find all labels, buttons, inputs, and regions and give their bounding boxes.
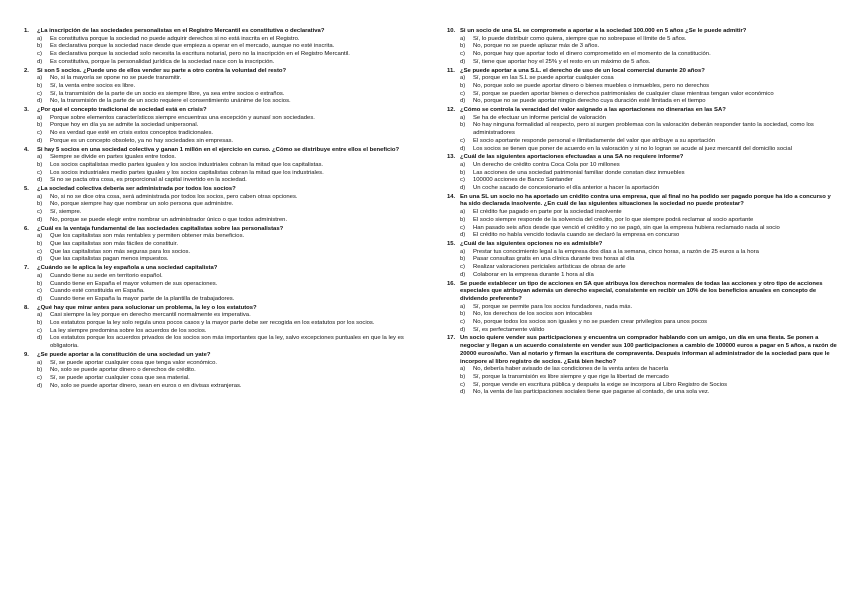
question-line xyxy=(24,186,416,194)
answer-letter: b) xyxy=(37,161,43,168)
answer-letter: d) xyxy=(37,256,43,263)
answer-option xyxy=(24,375,416,383)
answer-option xyxy=(24,115,416,123)
answer-option xyxy=(24,154,416,162)
question-block xyxy=(24,186,416,225)
answer-option xyxy=(447,389,839,397)
answer-option xyxy=(447,51,839,59)
question-text: Si hay 5 socios en una sociedad colectiva y ganan 1 millón en el ejercicio en curso. ¿Cómo se distribuye entre ellos el beneficio? xyxy=(37,146,400,153)
answer-option xyxy=(24,170,416,178)
question-block xyxy=(447,335,839,397)
question-block xyxy=(24,226,416,265)
answer-option xyxy=(24,367,416,375)
answer-letter: b) xyxy=(460,216,466,223)
answer-letter: c) xyxy=(37,374,42,381)
question-line xyxy=(447,154,839,162)
answer-option xyxy=(447,249,839,257)
answer-option xyxy=(447,256,839,264)
question-block xyxy=(447,107,839,153)
answer-letter: d) xyxy=(460,271,466,278)
question-block xyxy=(24,68,416,107)
answer-option xyxy=(447,304,839,312)
answer-text: El crédito no había vencido todavía cuando se declaró la empresa en concurso xyxy=(473,232,680,239)
question-number: 13. xyxy=(447,154,456,161)
answer-text: No, porque solo se puede aportar dinero o bienes muebles o inmuebles, pero no derechos xyxy=(473,82,710,89)
answer-letter: b) xyxy=(460,82,466,89)
answer-option xyxy=(447,319,839,327)
answer-letter: c) xyxy=(37,51,42,58)
answer-text: No, porque se puede elegir entre nombrar un administrador único o que todos administren. xyxy=(50,216,288,223)
answer-text: Sí, porque en las S.L se puede aportar cualquier cosa xyxy=(473,75,614,82)
question-line xyxy=(447,28,839,36)
answer-letter: b) xyxy=(37,367,43,374)
answer-letter: c) xyxy=(37,288,42,295)
answer-option xyxy=(24,194,416,202)
answer-letter: b) xyxy=(37,320,43,327)
answer-letter: a) xyxy=(37,359,43,366)
question-block xyxy=(24,147,416,186)
answer-text: Un derecho de crédito contra Coca Cola por 10 millones xyxy=(473,161,620,168)
answer-text: Es declarativa porque la sociedad solo necesita la escritura notarial, pero no la inscripción en el Registro Mercantil. xyxy=(50,51,350,58)
answer-letter: c) xyxy=(460,90,465,97)
answer-text: Los socios se tienen que poner de acuerdo en la valoración y si no lo logran se acude al juez mercantil del domicilio social xyxy=(473,145,792,152)
question-text: ¿Se puede aportar a la constitución de una sociedad un yate? xyxy=(37,351,211,358)
question-text: ¿Cuál es la ventaja fundamental de las sociedades capitalistas sobre las personalistas? xyxy=(37,225,284,232)
answer-option xyxy=(447,225,839,233)
answer-text: Que las capitalistas son más fáciles de constituir. xyxy=(50,240,179,247)
answer-letter: d) xyxy=(37,98,43,105)
answer-option xyxy=(24,320,416,328)
left-column xyxy=(24,28,416,391)
answer-letter: c) xyxy=(37,248,42,255)
answer-text: No, solo se puede aportar dinero o derechos de crédito. xyxy=(50,367,196,374)
question-number: 14. xyxy=(447,193,456,200)
answer-option xyxy=(447,209,839,217)
answer-option xyxy=(447,59,839,67)
answer-text: Que las capitalistas pagan menos impuestos. xyxy=(50,256,169,263)
answer-option xyxy=(24,36,416,44)
answer-text: Es constitutiva, porque la personalidad jurídica de la sociedad nace con la inscripción. xyxy=(50,58,275,65)
answer-text: Cuando tiene en España la mayor parte de la plantilla de trabajadores. xyxy=(50,295,235,302)
question-block xyxy=(447,28,839,67)
answer-letter: d) xyxy=(37,295,43,302)
answer-option xyxy=(24,383,416,391)
answer-text: Sí, lo puede distribuir como quiera, siempre que no sobrepase el límite de 5 años. xyxy=(473,35,687,42)
answer-option xyxy=(447,83,839,91)
answer-option xyxy=(24,83,416,91)
question-text: ¿Cuándo se le aplica la ley española a una sociedad capitalista? xyxy=(37,265,218,272)
question-line xyxy=(447,281,839,304)
answer-text: Sí, porque se pueden aportar bienes o derechos patrimoniales de cualquier clase mientras tengan valor económico xyxy=(473,90,774,97)
answer-text: Pasar consultas gratis en una clínica durante tres horas al día xyxy=(473,256,635,263)
answer-text: Casi siempre la ley porque en derecho mercantil normalmente es imperativa. xyxy=(50,312,251,319)
answer-letter: a) xyxy=(37,154,43,161)
answer-letter: d) xyxy=(460,326,466,333)
question-number: 12. xyxy=(447,107,456,114)
answer-option xyxy=(24,296,416,304)
answer-letter: c) xyxy=(37,90,42,97)
question-block xyxy=(447,281,839,335)
answer-text: No, debería haber avisado de las condiciones de la venta antes de hacerla xyxy=(473,366,669,373)
answer-letter: a) xyxy=(460,161,466,168)
answer-letter: a) xyxy=(37,35,43,42)
answer-text: Sí, se puede aportar cualquier cosa que tenga valor económico. xyxy=(50,359,218,366)
answer-option xyxy=(447,185,839,193)
answer-option xyxy=(447,374,839,382)
answer-letter: d) xyxy=(37,216,43,223)
question-block xyxy=(447,154,839,193)
answer-text: Sí, es perfectamente válido xyxy=(473,326,545,333)
question-block xyxy=(24,28,416,67)
question-number: 1. xyxy=(24,28,29,34)
answer-option xyxy=(24,177,416,185)
answer-text: No, los derechos de los socios son intocables xyxy=(473,311,593,318)
answer-text: No hay ninguna formalidad al respecto, pero si surgen problemas con la valoración deberán responder tanto la sociedad, como los administradores xyxy=(473,122,814,137)
question-text: ¿La inscripción de las sociedades personalistas en el Registro Mercantil es constitutiva o declarativa? xyxy=(37,28,325,34)
answer-letter: b) xyxy=(37,43,43,50)
answer-option xyxy=(447,98,839,106)
answer-letter: a) xyxy=(460,303,466,310)
question-line xyxy=(24,226,416,234)
answer-letter: b) xyxy=(460,373,466,380)
question-line xyxy=(24,265,416,273)
answer-option xyxy=(24,91,416,99)
question-block xyxy=(24,305,416,351)
answer-option xyxy=(447,177,839,185)
answer-option xyxy=(447,36,839,44)
answer-letter: a) xyxy=(460,114,466,121)
question-number: 16. xyxy=(447,280,456,287)
answer-text: No es verdad que esté en crisis estos conceptos tradicionales. xyxy=(50,130,214,137)
question-text: Si un socio de una SL se compromete a aportar a la sociedad 100.000 en 5 años ¿Se le puede admitir? xyxy=(460,28,747,34)
answer-option xyxy=(24,51,416,59)
answer-letter: c) xyxy=(460,319,465,326)
answer-letter: d) xyxy=(37,137,43,144)
answer-option xyxy=(447,232,839,240)
question-text: ¿Qué hay que mirar antes para solucionar un problema, la ley o los estatutos? xyxy=(37,304,257,311)
answer-text: Cuando tiene en España el mayor volumen de sus operaciones. xyxy=(50,280,218,287)
answer-option xyxy=(24,288,416,296)
answer-text: Prestar tus conocimiento legal a la empresa dos días a la semana, cinco horas, a razón de 25 euros a la hora xyxy=(473,248,759,255)
question-line xyxy=(447,68,839,76)
answer-text: El socio siempre responde de la solvencia del crédito, por lo que siempre podrá reclamar al socio aportante xyxy=(473,216,754,223)
answer-text: No, si no se dice otra cosa, será administrada por todos los socios, pero caben otras opciones. xyxy=(50,193,298,200)
answer-letter: a) xyxy=(37,272,43,279)
answer-text: Sí, siempre. xyxy=(50,209,82,216)
question-text: Se puede establecer un tipo de acciones en SA que atribuya los derechos normales de todas las acciones y otro tipo de acciones especiales que atribuyan además un derecho especial, consistente en recibir un 10% de los beneficios anuales en concepto de dividendo preferente? xyxy=(460,280,823,302)
answer-option xyxy=(447,115,839,123)
question-number: 9. xyxy=(24,351,29,358)
answer-letter: c) xyxy=(460,224,465,231)
answer-letter: a) xyxy=(460,75,466,82)
answer-text: Que los capitalistas son más rentables y permiten obtener más beneficios. xyxy=(50,233,245,240)
question-number: 15. xyxy=(447,240,456,247)
answer-option xyxy=(24,209,416,217)
answer-letter: a) xyxy=(460,35,466,42)
answer-letter: c) xyxy=(37,169,42,176)
answer-letter: b) xyxy=(37,240,43,247)
answer-text: Los estatutos porque los acuerdos privados de los socios son más importantes que la ley, salvo excepciones puntuales en que la ley es obligatoria. xyxy=(50,335,404,350)
answer-option xyxy=(447,162,839,170)
answer-option xyxy=(24,138,416,146)
answer-letter: a) xyxy=(460,366,466,373)
question-line xyxy=(447,107,839,115)
answer-option xyxy=(447,122,839,137)
answer-option xyxy=(447,75,839,83)
answer-text: Un coche sacado de concesionario el día anterior a hacer la aportación xyxy=(473,185,659,192)
answer-option xyxy=(24,249,416,257)
answer-text: Si no se pacta otra cosa, es proporcional al capital invertido en la sociedad. xyxy=(50,177,247,184)
answer-text: Los socios capitalistas medio partes iguales y los socios industriales cobran la mitad que los capitalistas. xyxy=(50,161,324,168)
answer-letter: a) xyxy=(37,193,43,200)
question-number: 8. xyxy=(24,304,29,311)
question-number: 10. xyxy=(447,28,456,34)
question-line xyxy=(24,352,416,360)
question-block xyxy=(24,352,416,391)
answer-option xyxy=(447,264,839,272)
answer-option xyxy=(447,170,839,178)
answer-option xyxy=(24,130,416,138)
answer-option xyxy=(24,328,416,336)
answer-letter: b) xyxy=(460,122,466,129)
answer-option xyxy=(24,162,416,170)
answer-text: No, porque todos los socios son iguales y no se pueden crear privilegios para unos pocos xyxy=(473,319,708,326)
answer-option xyxy=(24,273,416,281)
question-text: ¿Cuál de las siguientes aportaciones efectuadas a una SA no requiere informe? xyxy=(460,154,684,161)
answer-text: El socio aportante responde personal e ilimitadamente del valor que atribuye a su aportación xyxy=(473,137,715,144)
answer-text: 100000 acciones de Banco Santander xyxy=(473,177,573,184)
answer-text: Los socios industriales medio partes iguales y los socios capitalistas cobran la mitad que los industriales. xyxy=(50,169,324,176)
answer-text: Porque es un concepto obsoleto, ya no hay sociedades sin empresas. xyxy=(50,137,234,144)
answer-text: No, solo se puede aportar dinero, sean en euros o en divisas extranjeras. xyxy=(50,382,242,389)
answer-letter: d) xyxy=(460,145,466,152)
answer-text: Que las capitalistas son más seguras para los socios. xyxy=(50,248,191,255)
answer-text: No, la transmisión de la parte de un socio requiere el consentimiento unánime de los socios. xyxy=(50,98,291,105)
answer-option xyxy=(24,256,416,264)
question-text: ¿Cómo se controla la veracidad del valor asignado a las aportaciones no dinerarias en las SA? xyxy=(460,107,726,114)
question-text: ¿La sociedad colectiva debería ser administrada por todos los socios? xyxy=(37,186,236,193)
answer-letter: d) xyxy=(37,58,43,65)
answer-letter: b) xyxy=(460,43,466,50)
answer-text: Realizar valoraciones periciales artísticas de obras de arte xyxy=(473,264,626,271)
right-column xyxy=(447,28,839,398)
question-block xyxy=(447,241,839,280)
answer-text: Los estatutos porque la ley solo regula unos pocos casos y la mayor parte debe ser recogida en los estatutos por los socios. xyxy=(50,320,375,327)
answer-letter: d) xyxy=(37,335,43,342)
answer-letter: c) xyxy=(460,381,465,388)
answer-option xyxy=(447,91,839,99)
answer-text: No, porque siempre hay que nombrar un solo persona que administre. xyxy=(50,201,234,208)
answer-text: No, porque hay que aportar todo el dinero comprometido en el momento de la constitución. xyxy=(473,51,711,58)
question-line xyxy=(24,28,416,36)
answer-letter: b) xyxy=(37,82,43,89)
answer-text: Sí, la transmisión de la parte de un socio es siempre libre, ya sea entre socios o extraños. xyxy=(50,90,285,97)
question-line xyxy=(24,147,416,155)
answer-text: Es constitutiva porque la sociedad no puede adquirir derechos si no está inscrita en el Registro. xyxy=(50,35,300,42)
answer-text: Han pasado seis años desde que venció el crédito y no se pagó, sin que la empresa hubiera reclamado nada al socio xyxy=(473,224,780,231)
question-line xyxy=(24,107,416,115)
question-block xyxy=(447,194,839,240)
answer-option xyxy=(24,75,416,83)
answer-option xyxy=(447,311,839,319)
answer-letter: b) xyxy=(37,280,43,287)
answer-option xyxy=(24,233,416,241)
answer-option xyxy=(447,138,839,146)
question-text: Si son 5 socios. ¿Puede uno de ellos vender su parte a otro contra la voluntad del resto? xyxy=(37,67,287,74)
answer-text: Sí, se puede aportar cualquier cosa que sea material. xyxy=(50,374,190,381)
answer-text: Porque hoy en día ya se admite la sociedad unipersonal. xyxy=(50,122,199,129)
answer-letter: a) xyxy=(37,233,43,240)
question-line xyxy=(447,335,839,366)
answer-text: Siempre se divide en partes iguales entre todos. xyxy=(50,154,177,161)
answer-text: Sí, la venta entre socios es libre. xyxy=(50,82,136,89)
answer-option xyxy=(24,59,416,67)
answer-option xyxy=(447,217,839,225)
answer-letter: b) xyxy=(460,256,466,263)
answer-text: Las acciones de una sociedad patrimonial familiar donde constan diez inmuebles xyxy=(473,169,685,176)
answer-letter: b) xyxy=(460,169,466,176)
question-block xyxy=(24,265,416,304)
answer-text: Colaborar en la empresa durante 1 hora al día xyxy=(473,271,594,278)
question-text: En una SL un socio no ha aportado un crédito contra una empresa, que al final no ha podido ser pagado porque ha ido a concurso y ha sido declarada insolvente. ¿En cuál de las siguientes situaciones la sociedad no puede protestar? xyxy=(460,193,831,208)
question-number: 3. xyxy=(24,107,29,114)
question-number: 2. xyxy=(24,67,29,74)
answer-letter: a) xyxy=(37,75,43,82)
answer-letter: d) xyxy=(460,58,466,65)
answer-option xyxy=(24,335,416,350)
answer-letter: b) xyxy=(37,122,43,129)
answer-option xyxy=(447,366,839,374)
answer-text: Sí, porque la transmisión es libre siempre y que rige la libertad de mercado xyxy=(473,373,669,380)
question-number: 7. xyxy=(24,265,29,272)
answer-option xyxy=(447,43,839,51)
answer-text: Se ha de efectuar un informe pericial de valoración xyxy=(473,114,606,121)
answer-letter: d) xyxy=(460,232,466,239)
answer-text: Es declarativa porque la sociedad nace desde que empieza a operar en el mercado, aunque no esté inscrita. xyxy=(50,43,335,50)
answer-option xyxy=(447,146,839,154)
answer-letter: d) xyxy=(460,389,466,396)
answer-option xyxy=(447,382,839,390)
answer-letter: a) xyxy=(460,248,466,255)
question-line xyxy=(24,305,416,313)
answer-text: Porque sobre elementos característicos siempre encuentras una excepción y aunasí son sociedades. xyxy=(50,114,315,121)
answer-option xyxy=(24,201,416,209)
answer-text: No, si la mayoría se opone no se puede transmitir. xyxy=(50,75,182,82)
question-number: 17. xyxy=(447,335,456,342)
answer-letter: d) xyxy=(37,177,43,184)
answer-text: Sí, porque se permite para los socios fundadores, nada más. xyxy=(473,303,633,310)
answer-text: Cuando tiene su sede en territorio español. xyxy=(50,272,163,279)
answer-text: Sí, tiene que aportar hoy el 25% y el resto en un máximo de 5 años. xyxy=(473,58,651,65)
answer-option xyxy=(24,241,416,249)
answer-letter: d) xyxy=(37,382,43,389)
answer-text: El crédito fue pagado en parte por la sociedad insolvente xyxy=(473,209,622,216)
question-text: ¿Cuál de las siguientes opciones no es admisible? xyxy=(460,240,603,247)
answer-text: No, porque no se puede aplazar más de 3 años. xyxy=(473,43,600,50)
answer-letter: a) xyxy=(37,312,43,319)
answer-letter: b) xyxy=(37,201,43,208)
answer-letter: c) xyxy=(460,177,465,184)
question-line xyxy=(447,241,839,249)
answer-letter: c) xyxy=(460,51,465,58)
answer-option xyxy=(24,281,416,289)
answer-letter: c) xyxy=(460,137,465,144)
answer-option xyxy=(24,122,416,130)
answer-option xyxy=(24,43,416,51)
answer-letter: b) xyxy=(460,311,466,318)
question-block xyxy=(24,107,416,146)
answer-text: La ley siempre predomina sobre los acuerdos de los socios. xyxy=(50,327,207,334)
answer-letter: c) xyxy=(37,327,42,334)
answer-letter: a) xyxy=(460,209,466,216)
answer-text: Sí, porque vende en escritura pública y después la exige se incorpora al Libro Registro de Socios xyxy=(473,381,728,388)
answer-text: Cuando esté constituida en España. xyxy=(50,288,145,295)
answer-letter: c) xyxy=(37,130,42,137)
answer-letter: a) xyxy=(37,114,43,121)
answer-option xyxy=(24,360,416,368)
answer-letter: d) xyxy=(460,185,466,192)
answer-letter: c) xyxy=(37,209,42,216)
answer-text: No, la venta de las participaciones sociales tiene que pagarse al contado, de una sola vez. xyxy=(473,389,710,396)
answer-letter: c) xyxy=(460,264,465,271)
answer-option xyxy=(24,98,416,106)
answer-option xyxy=(24,312,416,320)
answer-option xyxy=(24,217,416,225)
question-block xyxy=(447,68,839,107)
question-text: ¿Se puede aportar a una S.L. el derecho de uso de un local comercial durante 20 años? xyxy=(460,67,705,74)
question-text: ¿Por qué el concepto tradicional de sociedad está en crisis? xyxy=(37,107,207,114)
question-number: 11. xyxy=(447,67,455,74)
answer-letter: d) xyxy=(460,98,466,105)
answer-option xyxy=(447,327,839,335)
question-number: 4. xyxy=(24,146,29,153)
answer-text: No, porque no se puede aportar ningún derecho cuya duración esté limitada en el tiempo xyxy=(473,98,706,105)
question-line xyxy=(447,194,839,209)
question-line xyxy=(24,68,416,76)
question-number: 6. xyxy=(24,225,29,232)
question-number: 5. xyxy=(24,186,29,193)
answer-option xyxy=(447,272,839,280)
question-text: Un socio quiere vender sus participaciones y encuentra un comprador hablando con un amigo, un día en una fiesta. Se ponen a negociar y llegan a un acuerdo consistente en vender sus 100 participaciones a cambio de 100000 euros a pagar en 5 años, a razón de 20000 euros/año. Van al notario y firman la escritura de compraventa. Después informan al administrador de la sociedad para que le incorpore al libro registro de socios. ¿Está bien hecho? xyxy=(460,335,837,365)
